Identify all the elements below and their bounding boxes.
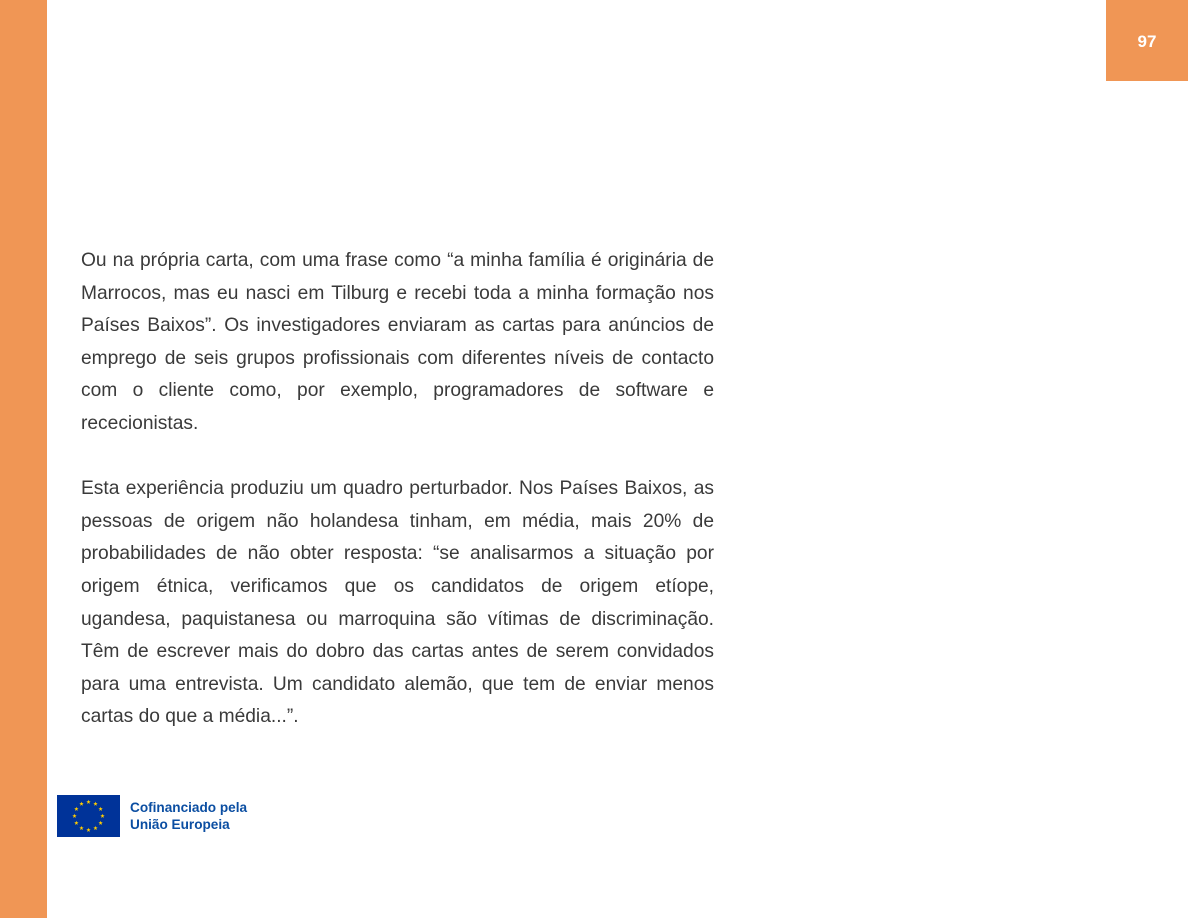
body-text (81, 245, 714, 734)
paragraph: Ou na própria carta, com uma frase como “a minha família é originária de Marrocos, mas eu nasci em Tilburg e recebi toda a minha formação nos Países Baixos”. Os investigadores enviaram as cartas para anúncios de emprego de seis grupos profissionais com diferentes níveis de contacto com o cliente como, por exemplo, programadores de software e rececionistas. (81, 250, 714, 434)
paragraph: Esta experiência produziu um quadro perturbador. Nos Países Baixos, as pessoas de origem não holandesa tinham, em média, mais 20% de probabilidades de não obter resposta: “se analisarmos a situação por origem étnica, verificamos que os candidatos de origem etíope, ugandesa, paquistanesa ou marroquina são vítimas de discriminação. Têm de escrever mais do dobro das cartas antes de serem convidados para uma entrevista. Um candidato alemão, que tem de enviar menos cartas do que a média...”. (81, 478, 714, 728)
eu-logo-line-1: Cofinanciado pela (130, 800, 248, 815)
left-accent-bar (0, 0, 47, 918)
eu-cofunding-logo (57, 795, 247, 837)
eu-flag-icon (57, 795, 120, 837)
page-number: 97 (1137, 31, 1157, 51)
page-number-tab (1106, 0, 1188, 81)
eu-logo-line-2: União Europeia (130, 817, 230, 832)
eu-logo-text (130, 799, 247, 833)
